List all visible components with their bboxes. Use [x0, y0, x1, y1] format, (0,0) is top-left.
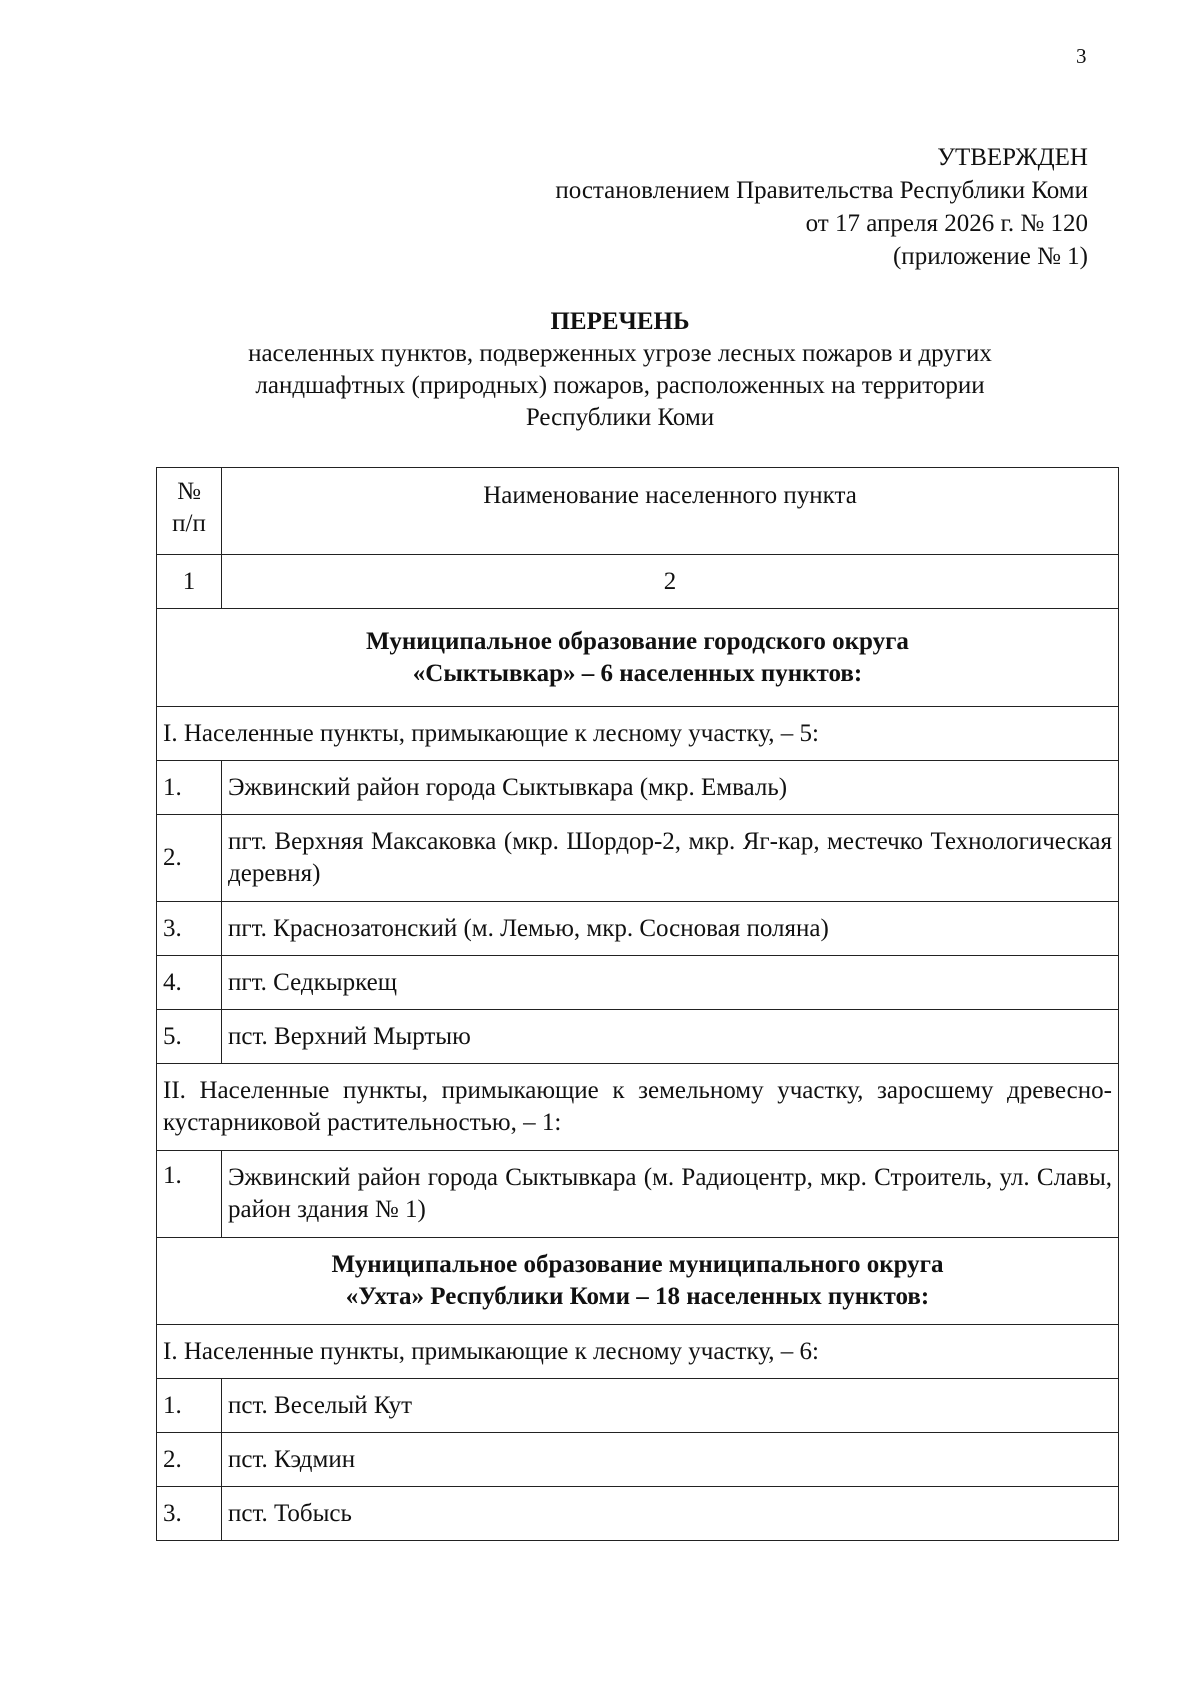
- group-heading-row: [157, 1063, 1118, 1150]
- group-heading: I. Населенные пункты, примыкающие к лесному участку, – 6:: [163, 1337, 819, 1365]
- approval-line-2: постановлением Правительства Республики Коми: [555, 177, 1088, 204]
- row-number: 2.: [157, 815, 222, 901]
- document-subtitle: [0, 338, 1200, 434]
- row-number: 1.: [157, 761, 222, 814]
- row-number: 3.: [157, 902, 222, 955]
- header-number-symbol: №: [177, 478, 201, 505]
- group-heading-row: [157, 706, 1118, 760]
- column-number-1: 1: [157, 555, 222, 608]
- settlement-name: пгт. Седкыркещ: [228, 968, 397, 996]
- settlement-name: пгт. Верхняя Максаковка (мкр. Шордор-2, мкр. Яг-кар, местечко Технологическая деревня): [228, 828, 1112, 887]
- group-heading-row: [157, 1324, 1118, 1378]
- section-heading-line-2: «Ухта» Республики Коми – 18 населенных пунктов:: [345, 1283, 930, 1310]
- subtitle-line-1: населенных пунктов, подверженных угрозе лесных пожаров и других: [248, 340, 992, 367]
- header-number-cell: [157, 468, 222, 554]
- section-heading-line-1: Муниципальное образование муниципального округа: [331, 1251, 944, 1278]
- table-row: [157, 760, 1118, 814]
- approval-line-1: УТВЕРЖДЕН: [937, 144, 1088, 171]
- approval-line-4: (приложение № 1): [892, 243, 1088, 270]
- table-row: [157, 1378, 1118, 1432]
- section-heading: [157, 609, 1118, 706]
- settlement-name: Эжвинский район города Сыктывкара (м. Радиоцентр, мкр. Строитель, ул. Славы, район здания № 1): [228, 1164, 1112, 1223]
- table-row: [157, 814, 1118, 901]
- row-number: 3.: [157, 1487, 222, 1540]
- section-heading-line-1: Муниципальное образование городского округа: [366, 627, 909, 655]
- page-number: 3: [1076, 44, 1087, 68]
- row-number: 4.: [157, 956, 222, 1009]
- group-heading: II. Населенные пункты, примыкающие к земельному участку, заросшему древесно-кустарниковой растительностью, – 1:: [163, 1077, 1112, 1136]
- settlement-name: пст. Верхний Мыртыю: [228, 1022, 471, 1050]
- table-row: [157, 1432, 1118, 1486]
- subtitle-line-2: ландшафтных (природных) пожаров, расположенных на территории: [255, 372, 985, 399]
- approval-line-3: от 17 апреля 2026 г. № 120: [805, 210, 1088, 237]
- row-number: 2.: [157, 1433, 222, 1486]
- row-number: 5.: [157, 1010, 222, 1063]
- section-heading: [157, 1238, 1118, 1324]
- header-name-cell: Наименование населенного пункта: [483, 482, 857, 509]
- settlement-name: пст. Веселый Кут: [228, 1391, 413, 1419]
- table-row: [157, 901, 1118, 955]
- section-heading-row: [157, 1237, 1118, 1324]
- settlement-name: Эжвинский район города Сыктывкара (мкр. Емваль): [228, 773, 788, 801]
- group-heading: I. Населенные пункты, примыкающие к лесному участку, – 5:: [163, 719, 819, 747]
- section-heading-row: [157, 608, 1118, 706]
- row-number: 1.: [157, 1151, 222, 1237]
- column-number-2: 2: [663, 567, 677, 595]
- settlements-table: [156, 467, 1119, 1541]
- section-heading-line-2: «Сыктывкар» – 6 населенных пунктов:: [412, 659, 863, 687]
- column-numbers-row: [157, 554, 1118, 608]
- table-header-row: [157, 468, 1118, 554]
- table-row: [157, 1009, 1118, 1063]
- settlement-name: пгт. Краснозатонский (м. Лемью, мкр. Сосновая поляна): [228, 914, 829, 942]
- subtitle-line-3: Республики Коми: [525, 404, 715, 431]
- header-number-abbr: п/п: [172, 510, 206, 537]
- approval-stamp: [555, 141, 1088, 273]
- table-row: [157, 1150, 1118, 1237]
- table-row: [157, 955, 1118, 1009]
- table-row: [157, 1486, 1118, 1540]
- document-title: ПЕРЕЧЕНЬ: [550, 308, 690, 335]
- settlement-name: пст. Кэдмин: [228, 1445, 356, 1473]
- row-number: 1.: [157, 1379, 222, 1432]
- settlement-name: пст. Тобысь: [228, 1499, 352, 1527]
